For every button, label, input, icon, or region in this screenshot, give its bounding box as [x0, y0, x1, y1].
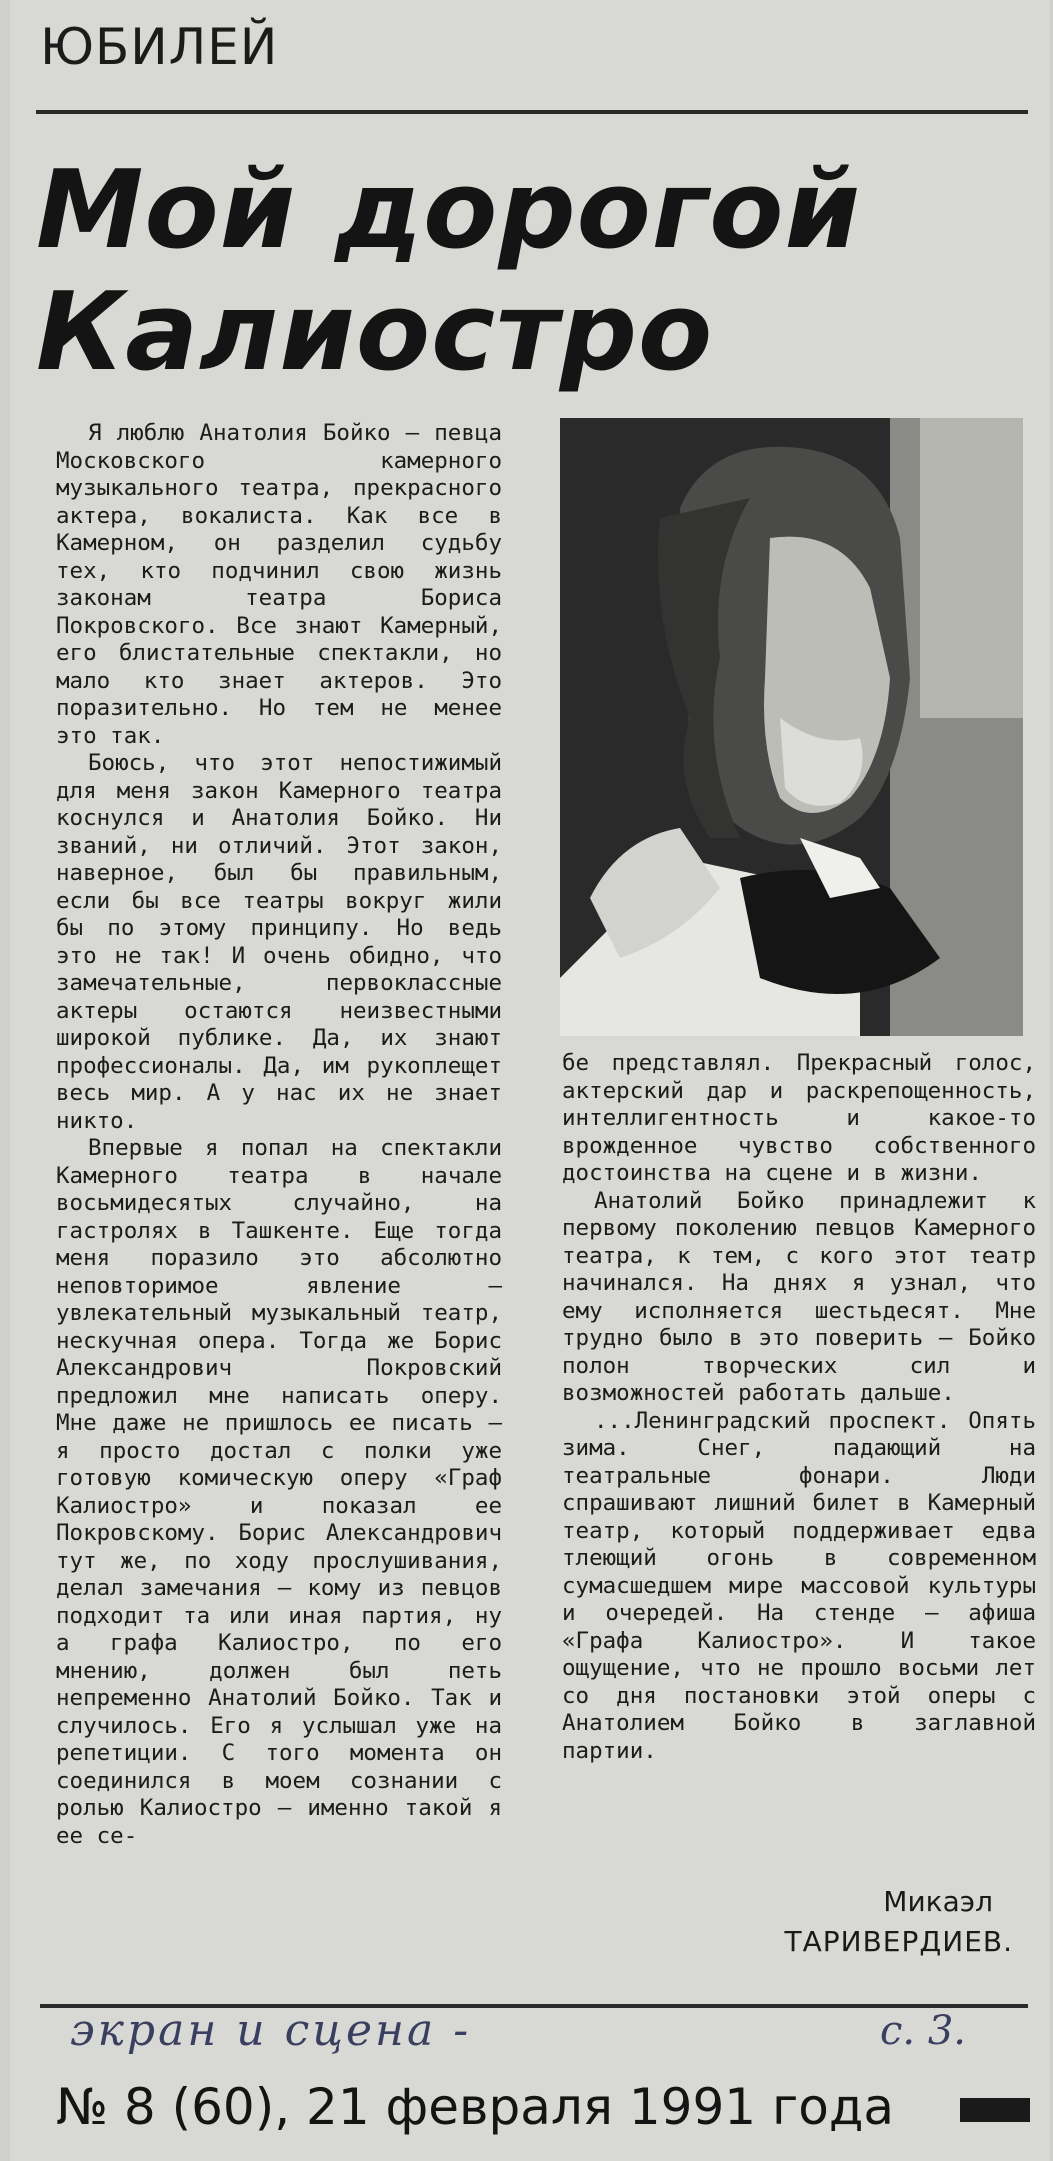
paragraph: бе представлял. Прекрасный голос, актерский дар и раскрепощенность, интеллигентность и какое-то врожденное чувство собственного достоинства на сцене и в жизни. — [562, 1050, 1036, 1186]
author-signature — [785, 1882, 1014, 1962]
rubric-heading: ЮБИЛЕЙ — [40, 18, 279, 76]
paragraph: Впервые я попал на спектакли Камерного театра в начале восьмидесятых случайно, на гастролях в Ташкенте. Еще тогда меня поразило это абсолютно неповторимое явление — увлекательный музыкальный театр, нескучная опера. Тогда же Борис Александрович Покровский предложил мне написать оперу. Мне даже не пришлось ее писать — я просто достал с полки уже готовую комическую оперу «Граф Калиостро» и показал ее Покровскому. Борис Александрович тут же, по ходу прослушивания, делал замечания — кому из певцов подходит та или иная партия, ну а графа Калиостро, по его мнению, должен был петь непременно Анатолий Бойко. Так и случилось. Его я услышал уже на репетиции. С того момента он соединился в моем сознании с ролью Калиостро — именно такой я ее се- — [56, 1135, 502, 1849]
portrait-illustration — [560, 418, 1023, 1036]
handwritten-source-note: экран и сцена - — [70, 2005, 472, 2056]
handwritten-page-note: с. 3. — [880, 2008, 966, 2054]
author-first-name: Микаэл — [883, 1885, 993, 1918]
author-last-name: ТАРИВЕРДИЕВ. — [784, 1925, 1013, 1958]
article-left-column — [56, 420, 502, 1850]
portrait-photo — [560, 418, 1023, 1036]
article-right-column — [562, 1050, 1036, 1765]
issue-date-line: № 8 (60), 21 февраля 1991 года — [56, 2078, 895, 2136]
paragraph: Боюсь, что этот непостижимый для меня закон Камерного театра коснулся и Анатолия Бойко. Ни званий, ни отличий. Этот закон, наверное, был бы правильным, если бы все театры вокруг жили бы по этому принципу. Но ведь это не так! И очень обидно, что замечательные, первоклассные актеры остаются неизвестными широкой публике. Да, их знают профессионалы. Да, им рукоплещет весь мир. А у нас их не знает никто. — [56, 750, 502, 1134]
issue-bar-mark — [960, 2098, 1030, 2122]
article-headline: Мой дорогой Калиостро — [36, 148, 862, 395]
paragraph: ...Ленинградский проспект. Опять зима. Снег, падающий на театральные фонари. Люди спрашивают лишний билет в Камерный театр, который поддерживает едва тлеющий огонь в современном сумасшедшем мире массовой культуры и очередей. На стенде — афиша «Графа Калиостро». И такое ощущение, что не прошло восьми лет со дня постановки этой оперы с Анатолием Бойко в заглавной партии. — [562, 1407, 1036, 1764]
paragraph: Анатолий Бойко принадлежит к первому поколению певцов Камерного театра, к тем, с кого этот театр начинался. На днях я узнал, что ему исполняется шестьдесят. Мне трудно было в это поверить — Бойко полон творческих сил и возможностей работать дальше. — [562, 1187, 1036, 1406]
top-divider — [36, 110, 1028, 114]
paragraph: Я люблю Анатолия Бойко — певца Московского камерного музыкального театра, прекрасного актера, вокалиста. Как все в Камерном, он разделил судьбу тех, кто подчинил свою жизнь законам театра Бориса Покровского. Все знают Камерный, его блистательные спектакли, но мало кто знает актеров. Это поразительно. Но тем не менее это так. — [56, 420, 502, 749]
